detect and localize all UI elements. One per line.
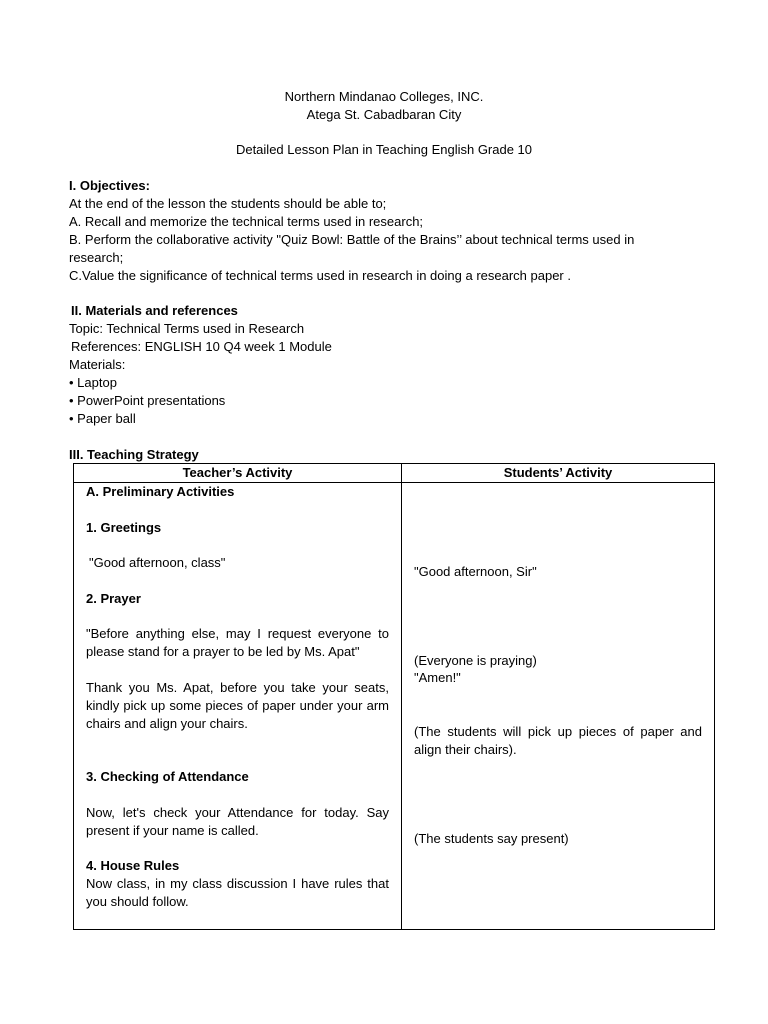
table-row: [74, 483, 715, 930]
materials-section: [69, 302, 709, 428]
materials-heading: II. Materials and references: [71, 303, 238, 318]
materials-item: • Paper ball: [69, 411, 136, 426]
teacher-activity-cell: [74, 483, 402, 930]
objective-c: C.Value the significance of technical terms used in research in doing a research paper .: [69, 268, 571, 283]
materials-label: Materials:: [69, 357, 126, 372]
greet-line: "Good afternoon, class": [89, 555, 226, 570]
students-column-header: Students’ Activity: [402, 464, 715, 483]
materials-item: • Laptop: [69, 375, 117, 390]
house-rules-line: Now class, in my class discussion I have rules that you should follow.: [86, 876, 389, 909]
materials-item: • PowerPoint presentations: [69, 393, 226, 408]
greetings-heading: 1. Greetings: [86, 520, 162, 535]
prelim-heading: A. Preliminary Activities: [86, 484, 235, 499]
objective-b-line2: research;: [69, 250, 124, 265]
school-address: Atega St. Cabadbaran City: [306, 107, 462, 122]
pickup-note: (The students will pick up pieces of paper and align their chairs).: [414, 724, 702, 757]
objective-b-line1: B. Perform the collaborative activity "Quiz Bowl: Battle of the Brains’’ about technical terms used in: [69, 232, 635, 247]
strategy-section: [69, 446, 709, 464]
materials-references: References: ENGLISH 10 Q4 week 1 Module: [71, 339, 332, 354]
amen-reply: "Amen!": [414, 670, 461, 685]
prayer-heading: 2. Prayer: [86, 591, 141, 606]
house-rules-heading: 4. House Rules: [86, 858, 180, 873]
students-activity-cell: [402, 483, 715, 930]
objectives-heading: I. Objectives:: [69, 178, 150, 193]
objective-a: A. Recall and memorize the technical terms used in research;: [69, 214, 424, 229]
prayer-line: "Before anything else, may I request everyone to please stand for a prayer to be led by Ms. Apat": [86, 626, 389, 659]
strategy-heading: III. Teaching Strategy: [69, 447, 199, 462]
materials-topic: Topic: Technical Terms used in Research: [69, 321, 305, 336]
praying-note: (Everyone is praying): [414, 653, 537, 668]
present-note: (The students say present): [414, 831, 569, 846]
activity-table: [73, 463, 715, 930]
table-header-row: [74, 464, 715, 483]
document-title: Detailed Lesson Plan in Teaching English Grade 10: [235, 142, 533, 157]
greet-reply: "Good afternoon, Sir": [414, 564, 537, 579]
teacher-column-header: Teacher’s Activity: [74, 464, 402, 483]
thank-line: Thank you Ms. Apat, before you take your seats, kindly pick up some pieces of paper under your arm chairs and align your chairs.: [86, 680, 389, 731]
attendance-heading: 3. Checking of Attendance: [86, 769, 249, 784]
attendance-line: Now, let's check your Attendance for today. Say present if your name is called.: [86, 805, 389, 838]
objectives-section: [69, 177, 709, 285]
objectives-intro: At the end of the lesson the students should be able to;: [69, 196, 387, 211]
school-name: Northern Mindanao Colleges, INC.: [284, 89, 484, 104]
